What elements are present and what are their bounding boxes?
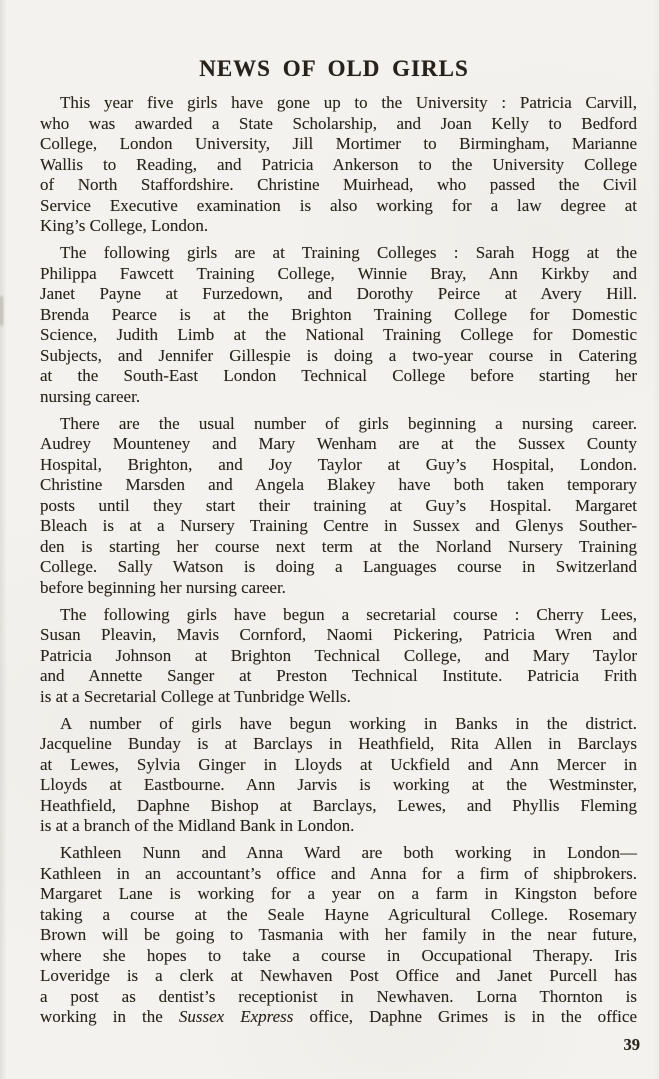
paragraph: [40, 714, 637, 837]
text-line: posts until they start their training at Guy’s Hospital. Margaret: [40, 495, 637, 515]
text-line: Science, Judith Limb at the National Training College for Domestic: [40, 325, 637, 344]
text-line: Susan Pleavin, Mavis Cornford, Naomi Pickering, Patricia Wren and: [40, 625, 637, 644]
text-line: Margaret Lane is working for a year on a farm in Kingston before: [40, 884, 637, 903]
text-line: Hospital, Brighton, and Joy Taylor at Guy’s Hospital, London.: [40, 454, 637, 474]
text-line: Lloyds at Eastbourne. Ann Jarvis is working at the Westminster,: [40, 775, 637, 794]
text-line: The following girls are at Training Colleges : Sarah Hogg at the: [60, 243, 637, 262]
text-line: A number of girls have begun working in Banks in the district.: [60, 713, 637, 733]
paragraph: [40, 843, 637, 1028]
text-line: Janet Payne at Furzedown, and Dorothy Peirce at Avery Hill.: [40, 284, 637, 303]
text-line: There are the usual number of girls beginning a nursing career.: [60, 413, 637, 433]
italic-publication-name: Sussex Express: [178, 1007, 294, 1026]
text-line: College. Sally Watson is doing a Languages course in Switzerland: [40, 557, 637, 576]
text-line: College, London University, Jill Mortimer to Birmingham, Marianne: [40, 134, 637, 153]
paragraph: [40, 93, 637, 237]
page-number: 39: [623, 1035, 640, 1054]
text-line: taking a course at the Seale Hayne Agricultural College. Rosemary: [40, 904, 637, 924]
text-line: before beginning her nursing career.: [40, 577, 286, 597]
text-line: den is starting her course next term at the Norland Nursery Training: [40, 536, 637, 556]
text-line: Christine Marsden and Angela Blakey have both taken temporary: [40, 475, 637, 494]
text-line: Subjects, and Jennifer Gillespie is doing a two-year course in Catering: [40, 345, 637, 365]
text-line: of North Staffordshire. Christine Muirhead, who passed the Civil: [40, 175, 637, 194]
text-line: Bleach is at a Nursery Training Centre in Sussex and Glenys Souther-: [40, 516, 637, 535]
text-line: Kathleen Nunn and Anna Ward are both working in London—: [60, 843, 637, 862]
text-line: is at a branch of the Midland Bank in London.: [40, 816, 355, 835]
text-line: who was awarded a State Scholarship, and Joan Kelly to Bedford: [40, 113, 637, 133]
text-line: Heathfield, Daphne Bishop at Barclays, Lewes, and Phyllis Fleming: [40, 795, 637, 815]
text-line: at Lewes, Sylvia Ginger in Lloyds at Uckfield and Ann Mercer in: [40, 754, 637, 774]
text-line: Wallis to Reading, and Patricia Ankerson to the University College: [40, 154, 637, 174]
text-line: where she hopes to take a course in Occupational Therapy. Iris: [40, 945, 637, 965]
scan-artifact: [0, 296, 3, 326]
text-line: King’s College, London.: [40, 216, 209, 235]
text-line: Jacqueline Bunday is at Barclays in Heathfield, Rita Allen in Barclays: [40, 734, 637, 753]
text-line: Kathleen in an accountant’s office and Anna for a firm of shipbrokers.: [40, 863, 637, 883]
article-body: [40, 93, 637, 1028]
paragraph: [40, 414, 637, 599]
text-line: and Annette Sanger at Preston Technical Institute. Patricia Frith: [40, 666, 637, 685]
text-line: This year five girls have gone up to the University : Patricia Carvill,: [60, 93, 637, 112]
text-line: a post as dentist’s receptionist in Newhaven. Lorna Thornton is: [40, 986, 637, 1006]
text-line: Audrey Mounteney and Mary Wenham are at the Sussex County: [40, 434, 637, 453]
page-title: NEWS OF OLD GIRLS: [199, 56, 469, 81]
text-line: Service Executive examination is also working for a law degree at: [40, 195, 637, 215]
paragraph: [40, 243, 637, 407]
text-line: The following girls have begun a secretarial course : Cherry Lees,: [60, 604, 637, 624]
text-line: Patricia Johnson at Brighton Technical College, and Mary Taylor: [40, 645, 637, 665]
text-line: working in the Sussex Express office, Daphne Grimes is in the office: [40, 1007, 638, 1026]
text-line: Loveridge is a clerk at Newhaven Post Office and Janet Purcell has: [40, 966, 637, 985]
text-line: Philippa Fawcett Training College, Winnie Bray, Ann Kirkby and: [40, 263, 637, 283]
text-line: nursing career.: [40, 386, 141, 406]
text-line: at the South-East London Technical College before starting her: [40, 366, 637, 385]
text-line: Brown will be going to Tasmania with her family in the near future,: [40, 925, 637, 944]
text-line: Brenda Pearce is at the Brighton Training College for Domestic: [40, 304, 637, 324]
text-line: is at a Secretarial College at Tunbridge Wells.: [40, 686, 351, 706]
paragraph: [40, 605, 637, 708]
